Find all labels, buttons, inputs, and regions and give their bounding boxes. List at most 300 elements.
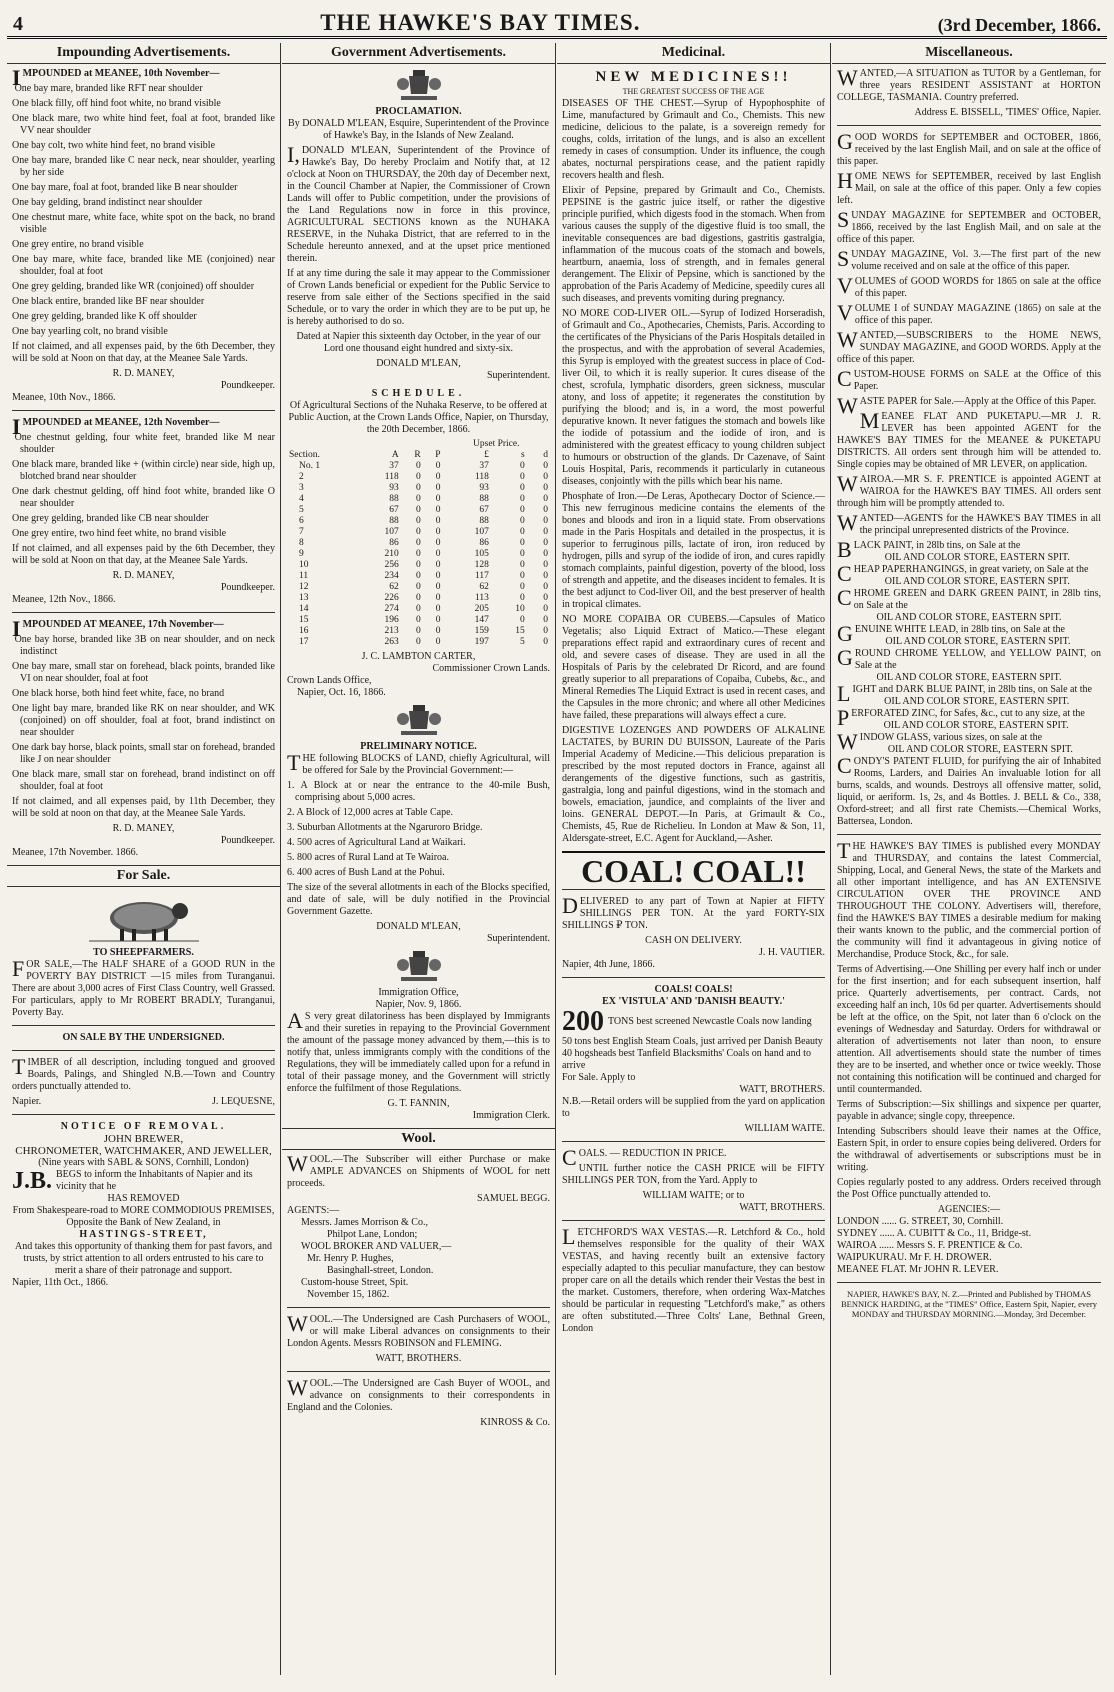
ad-body: WAIROA.—MR S. F. PRENTICE is appointed AGENT at WAIROA for the HAWKE'S BAY TIMES. All orders sent through him will be promptly attended to. bbox=[837, 471, 1101, 509]
divider bbox=[562, 1141, 825, 1142]
ad-line: November 15, 1862. bbox=[307, 1289, 390, 1300]
signature: J. H. VAUTIER. bbox=[758, 947, 825, 958]
ad-heading: SCHEDULE. bbox=[371, 388, 466, 399]
list-item: 4. 500 acres of Agricultural Land at Waikari. bbox=[287, 837, 466, 848]
list-item: WAIROA ...... Messrs S. F. PRENTICE & Co. bbox=[837, 1240, 1023, 1251]
table-row bbox=[287, 560, 550, 571]
ad-store: OIL AND COLOR STORE, EASTERN SPIT. bbox=[883, 720, 1069, 731]
table-cell: 2 bbox=[299, 472, 304, 482]
table-cell: 210 bbox=[384, 549, 399, 559]
ad-date: Napier, 11th Oct., 1866. bbox=[12, 1277, 109, 1288]
signature: DONALD M'LEAN, bbox=[376, 921, 461, 932]
table-header: A bbox=[391, 450, 399, 460]
ad-title: IMPOUNDED AT MEANEE, 17th November— bbox=[12, 616, 224, 641]
divider bbox=[12, 1114, 275, 1115]
ad-heading: PROCLAMATION. bbox=[375, 106, 462, 117]
ad-body: TIMBER of all description, including tongued and grooved Boards, Palings, and Shingled N.B.—Town and Country orders punctually attended to. bbox=[12, 1054, 275, 1092]
table-cell: 105 bbox=[474, 549, 489, 559]
list-item: WAIPUKURAU. Mr F. H. DROWER. bbox=[837, 1252, 992, 1263]
royal-crest-icon bbox=[395, 703, 443, 737]
list-item: One bay gelding, brand indistinct near shoulder bbox=[12, 197, 203, 208]
ad-intro: By DONALD M'LEAN, Esquire, Superintendent of the Province of Hawke's Bay, in the Islands of New Zealand. bbox=[288, 118, 549, 141]
table-cell: 0 bbox=[415, 582, 421, 592]
ad-body: Elixir of Pepsine, prepared by Grimault and Co., Chemists. PEPSINE is the gastric juice itself, or rather the digestive principle purified, which digests food in the stomach. When from various causes the supply of the digestive fluid is too small, the inevitable consequences are bad digestions, gastritis gastralgia, inflammation of the mucous coats of the stomach and bowels, heartburn, anaemia, loss of strength, and in females general derangement. The Elixir of Pepsine, which is sanctioned by the approbation of the Paris Academy of Medicine, speedily cures all such diseases, and prevents vomiting during pregnancy. bbox=[562, 185, 825, 304]
newspaper-page bbox=[7, 6, 1107, 1678]
table-row bbox=[287, 571, 550, 582]
section-heading: Miscellaneous. bbox=[832, 43, 1106, 64]
table-cell: 0 bbox=[415, 626, 421, 636]
ad-body: DISEASES OF THE CHEST.—Syrup of Hypophosphite of Lime, manufactured by Grimault and Co., Chemists. This new medicine, delicious to the palate, is a sovereign remedy for coughs, colds, irritation of the lungs, and is also an excellent remedy in cases of consumption. Under its influence, the cough abates, nocturnal perspirations cease, and the patient rapidly recovers health and flesh. bbox=[562, 98, 825, 181]
table-cell: 107 bbox=[474, 527, 489, 537]
list-item: One bay horse, branded like 3B on near shoulder, and on neck indistinct bbox=[14, 634, 275, 657]
table-cell: 0 bbox=[435, 472, 441, 482]
table-row bbox=[287, 527, 550, 538]
table-cell: 7 bbox=[299, 527, 304, 537]
signature-role: Superintendent. bbox=[486, 933, 550, 944]
list-item: 3. Suburban Allotments at the Ngaruroro Bridge. bbox=[287, 822, 483, 833]
ad-store: OIL AND COLOR STORE, EASTERN SPIT. bbox=[884, 576, 1070, 587]
ad-line: AGENTS:— bbox=[287, 1205, 340, 1216]
list-item: One grey gelding, branded like CB near shoulder bbox=[12, 513, 209, 524]
ad-line: WOOL BROKER AND VALUER,— bbox=[301, 1241, 452, 1252]
list-item: One black mare, small star on forehead, brand indistinct on off shoulder, foal at foot bbox=[12, 769, 275, 792]
table-row bbox=[287, 505, 550, 516]
page-number: 4 bbox=[13, 13, 23, 35]
ad-title: IMPOUNDED at MEANEE, 10th November— bbox=[12, 65, 220, 90]
table-cell: 0 bbox=[435, 626, 441, 636]
ad-place: Napier. bbox=[12, 1096, 42, 1107]
ad-line: For Sale. Apply to bbox=[562, 1072, 636, 1083]
ad-heading: PRELIMINARY NOTICE. bbox=[360, 741, 477, 752]
table-cell: 0 bbox=[435, 604, 441, 614]
table-cell: 0 bbox=[435, 538, 441, 548]
signature: KINROSS & Co. bbox=[480, 1417, 550, 1428]
table-cell: 274 bbox=[384, 604, 399, 614]
ad-headline: COAL! COAL!! bbox=[562, 851, 825, 890]
ad-body: SUNDAY MAGAZINE, Vol. 3.—The first part of the new volume received and on sale at the office of this paper. bbox=[837, 246, 1101, 272]
ad-body: WINDOW GLASS, various sizes, on sale at the bbox=[837, 729, 1043, 754]
signature: WATT, BROTHERS. bbox=[375, 1353, 462, 1364]
table-row bbox=[287, 637, 550, 648]
table-cell: 0 bbox=[543, 604, 548, 614]
table-cell: 0 bbox=[519, 527, 525, 537]
ad-body: NO MORE COD-LIVER OIL.—Syrup of Iodized Horseradish, of Grimault and Co., Apothecaries, Chemists, Paris. According to the certificates of the Physicians of the Paris Hospitals detailed in the prospectus, and with the approbation of several Academies, this Syrup is employed with the greatest success in place of Cod-liver Oil, to which it is really superior. It cures disease of the chest, scrofula, lymphatic disorders, green sickness, muscular atony, and loss of appetite; it regenerates the constitution by purifying the blood; and is, in a word, the most powerful depurative known. It never fatigues the stomach and bowels like the iodide of potassium and the iodide of iron, and is administered with the greatest efficacy to young children subject to humours or obstruction of the glands. Dr Cazenave, of Saint Louis Hospital, Paris, recommends it particularly in cutaneous diseases, conjointly with the pills which bear his name. bbox=[562, 308, 825, 487]
table-cell: 0 bbox=[435, 516, 441, 526]
ad-heading: NEW MEDICINES!! bbox=[595, 69, 792, 85]
ad-line: CASH ON DELIVERY. bbox=[645, 935, 742, 946]
ad-heading: NOTICE OF REMOVAL. bbox=[60, 1121, 227, 1132]
ad-initials: J.B. bbox=[12, 1168, 53, 1194]
table-cell: 0 bbox=[543, 593, 548, 603]
ad-caption: TO SHEEPFARMERS. bbox=[93, 947, 194, 958]
signature-role: Commissioner Crown Lands. bbox=[432, 663, 550, 674]
ad-place: Immigration Office, bbox=[378, 987, 459, 998]
divider bbox=[837, 1282, 1101, 1283]
table-cell: 0 bbox=[519, 461, 525, 471]
table-cell: 0 bbox=[543, 615, 548, 625]
ad-body: HASTINGS-STREET, bbox=[79, 1229, 208, 1240]
signature: R. D. MANEY, bbox=[112, 823, 175, 834]
ad-body: Phosphate of Iron.—De Leras, Apothecary Doctor of Science.—This new ferruginous medicine contains the elements of the bones and bloods and iron in a liquid state. From observations made in the Paris Hospitals and detailed in the prospectus, it is superior to ferruginous pills, lactate of iron, iron reduced by hydrogen, pills and syrup of the iodide of iron, and cures rapidly stomach complaints, painful digestion, poverty of the blood, loss of strength and appetite, and the diseases incident to females. It is the best adjunct to Cod-liver Oil, and the best preserver of health in tropical climates. bbox=[562, 491, 825, 610]
signature: R. D. MANEY, bbox=[112, 570, 175, 581]
table-cell: 107 bbox=[384, 527, 399, 537]
section-heading: Medicinal. bbox=[557, 43, 830, 64]
list-item: One grey entire, two hind feet white, no brand visible bbox=[12, 528, 227, 539]
table-row bbox=[287, 626, 550, 637]
table-row bbox=[287, 516, 550, 527]
newspaper-title: THE HAWKE'S BAY TIMES. bbox=[320, 10, 641, 35]
schedule-body bbox=[287, 461, 550, 648]
ad-body: Copies regularly posted to any address. Orders received through the Post Office punctually attended to. bbox=[837, 1177, 1101, 1200]
section-heading: Government Advertisements. bbox=[282, 43, 555, 64]
ad-dated: Dated at Napier this sixteenth day October, in the year of our Lord one thousand eight hundred and sixty-six. bbox=[296, 331, 541, 354]
table-cell: 62 bbox=[479, 582, 489, 592]
ad-body: HOME NEWS for SEPTEMBER, received by last English Mail, on sale at the office of this paper. Only a few copies left. bbox=[837, 168, 1101, 206]
ad-store: OIL AND COLOR STORE, EASTERN SPIT. bbox=[887, 744, 1073, 755]
table-cell: 0 bbox=[519, 571, 525, 581]
table-cell: 197 bbox=[474, 637, 489, 647]
list-item: One bay mare, foal at foot, branded like B near shoulder bbox=[12, 182, 238, 193]
ad-body: GROUND CHROME YELLOW, and YELLOW PAINT, on Sale at the bbox=[837, 645, 1101, 671]
table-cell: 0 bbox=[543, 549, 548, 559]
table-cell: 0 bbox=[415, 604, 421, 614]
list-item: 2. A Block of 12,000 acres at Table Cape. bbox=[287, 807, 454, 818]
table-cell: 0 bbox=[543, 483, 548, 493]
ad-store: OIL AND COLOR STORE, EASTERN SPIT. bbox=[876, 612, 1062, 623]
table-cell: 0 bbox=[415, 494, 421, 504]
table-cell: 14 bbox=[299, 604, 309, 614]
table-row bbox=[287, 582, 550, 593]
table-cell: 17 bbox=[299, 637, 309, 647]
table-cell: 15 bbox=[299, 615, 309, 625]
list-item: LONDON ...... G. STREET, 30, Cornhill. bbox=[837, 1216, 1004, 1227]
ad-date: Meanee, 10th Nov., 1866. bbox=[12, 392, 116, 403]
ad-line: Mr. Henry P. Hughes, bbox=[307, 1253, 394, 1264]
table-cell: 0 bbox=[415, 527, 421, 537]
ad-store: OIL AND COLOR STORE, EASTERN SPIT. bbox=[876, 672, 1062, 683]
table-header: d bbox=[543, 450, 548, 460]
ad-body: Terms of Subscription:—Six shillings and sixpence per quarter, payable in advance; single copy, threepence. bbox=[837, 1099, 1101, 1122]
table-cell: 0 bbox=[519, 505, 525, 515]
divider bbox=[562, 1220, 825, 1221]
ad-body: WANTED,—SUBSCRIBERS to the HOME NEWS, SUNDAY MAGAZINE, and GOOD WORDS. Apply at the office of this paper. bbox=[837, 327, 1101, 365]
ad-body: LIGHT and DARK BLUE PAINT, in 28lb tins, on Sale at the bbox=[837, 681, 1092, 706]
table-cell: 205 bbox=[474, 604, 489, 614]
table-cell: 86 bbox=[389, 538, 399, 548]
column-medicinal bbox=[557, 43, 831, 1675]
table-cell: 0 bbox=[519, 538, 525, 548]
list-item: 5. 800 acres of Rural Land at Te Wairoa. bbox=[287, 852, 449, 863]
ad-heading: COALS. — REDUCTION IN PRICE. bbox=[562, 1145, 727, 1170]
ad-intro: Of Agricultural Sections of the Nuhaka Reserve, to be offered at Public Auction, at the Crown Lands Office, Napier, on Thursday, the 20th December, 1866. bbox=[288, 400, 549, 435]
divider bbox=[837, 834, 1101, 835]
table-cell: 0 bbox=[415, 637, 421, 647]
ad-body: CHROME GREEN and DARK GREEN PAINT, in 28lb tins, on Sale at the bbox=[837, 585, 1101, 611]
signature: G. T. FANNIN, bbox=[387, 1098, 450, 1109]
table-cell: 118 bbox=[384, 472, 399, 482]
table-cell: 0 bbox=[519, 615, 525, 625]
table-cell: 13 bbox=[299, 593, 309, 603]
table-cell: 0 bbox=[435, 582, 441, 592]
table-row bbox=[287, 461, 550, 472]
table-cell: 9 bbox=[299, 549, 304, 559]
table-row bbox=[287, 593, 550, 604]
table-header: P bbox=[435, 450, 441, 460]
table-cell: 226 bbox=[384, 593, 399, 603]
table-cell: 0 bbox=[415, 593, 421, 603]
royal-crest-icon bbox=[395, 949, 443, 983]
ad-body: WASTE PAPER for Sale.—Apply at the Office of this Paper. bbox=[837, 393, 1097, 418]
ad-date: Napier, 4th June, 1866. bbox=[562, 959, 655, 970]
signature: WATT, BROTHERS. bbox=[739, 1084, 825, 1095]
table-cell: 0 bbox=[543, 560, 548, 570]
table-cell: 0 bbox=[519, 593, 525, 603]
list-item: One grey gelding, branded like WR (conjoined) off shoulder bbox=[12, 281, 255, 292]
signature: R. D. MANEY, bbox=[112, 368, 175, 379]
ad-store: OIL AND COLOR STORE, EASTERN SPIT. bbox=[885, 636, 1071, 647]
table-cell: 0 bbox=[415, 571, 421, 581]
ad-date: Napier, Oct. 16, 1866. bbox=[297, 687, 386, 698]
ad-title: IMPOUNDED at MEANEE, 12th November— bbox=[12, 414, 220, 439]
ad-line: 50 tons best English Steam Coals, just arrived per Danish Beauty bbox=[562, 1036, 823, 1047]
table-row bbox=[287, 538, 550, 549]
ad-body: WOOL.—The Undersigned are Cash Buyer of WOOL, and advance on consignments to their correspondents in England and the Colonies. bbox=[287, 1375, 550, 1413]
table-cell: 0 bbox=[415, 560, 421, 570]
table-cell: 117 bbox=[475, 571, 489, 581]
table-cell: 0 bbox=[519, 516, 525, 526]
ad-body: Opposite the Bank of New Zealand, in bbox=[66, 1217, 221, 1228]
list-item: One grey gelding, branded like K off shoulder bbox=[12, 311, 197, 322]
table-cell: 0 bbox=[415, 615, 421, 625]
table-cell: 6 bbox=[299, 516, 304, 526]
table-header: s bbox=[521, 450, 525, 460]
ad-footer: If not claimed, and all expenses paid, by the 6th December, they will be sold at Noon on that day, at the Meanee Sale Yards. bbox=[12, 341, 275, 364]
table-cell: 0 bbox=[543, 582, 548, 592]
table-cell: 0 bbox=[543, 472, 548, 482]
table-cell: 88 bbox=[389, 494, 399, 504]
divider bbox=[562, 977, 825, 978]
ad-body: WOOL.—The Undersigned are Cash Purchasers of WOOL, or will make Liberal advances on consignments to their London Agents. Messrs ROBINSON and FLEMING. bbox=[287, 1311, 550, 1349]
table-cell: 16 bbox=[299, 626, 309, 636]
table-cell: 88 bbox=[479, 494, 489, 504]
ad-name: JOHN BREWER, bbox=[103, 1133, 184, 1145]
ad-footer: If not claimed, and all expenses paid, by 11th December, they will be sold at noon on that day, at the Meanee Sale Yards. bbox=[12, 796, 275, 819]
ad-body: NO MORE COPAIBA OR CUBEBS.—Capsules of Matico Vegetalis; also Liquid Extract of Matico.—These elegant preparations effect rapid and extraordinary cures of recent and old, and severe cases of disease. They are used in all the Hospitals of Paris by the celebrated Dr Ricord, and are found greatly superior to all preparations of Copaiba, Cubebs, &c., and Mineral Remedies The Liquid Extract is used in recent cases, and the Capsules in the more chronic; and where all other Medicines have failed, these preparations will always effect a cure. bbox=[562, 614, 825, 721]
ad-trade: CHRONOMETER, WATCHMAKER, AND JEWELLER, bbox=[15, 1145, 272, 1157]
divider bbox=[287, 1307, 550, 1308]
table-cell: 3 bbox=[299, 483, 304, 493]
ad-date: Napier, Nov. 9, 1866. bbox=[375, 999, 462, 1010]
signature: WILLIAM WAITE. bbox=[744, 1123, 825, 1134]
ad-address: Address E. BISSELL, 'TIMES' Office, Napier. bbox=[914, 107, 1101, 118]
ad-line: Custom-house Street, Spit. bbox=[301, 1277, 409, 1288]
ad-line: Basinghall-street, London. bbox=[327, 1265, 434, 1276]
table-cell: 5 bbox=[519, 637, 525, 647]
ad-body: CONDY'S PATENT FLUID, for purifying the air of Inhabited Rooms, Larders, and Dairies An invaluable lotion for all burns, scalds, and wounds. Destroys all offensive matter, solid, liquid, or aeriform. 1s, 2s, and 4s Bottles. J. BELL & Co., 338, Oxford-street; and all first rate Chemists.—Chemical Works, Battersea, London. bbox=[837, 753, 1101, 827]
table-cell: 0 bbox=[415, 538, 421, 548]
list-item: One dark chestnut gelding, off hind foot white, branded like O near shoulder bbox=[12, 486, 275, 509]
ad-body: VOLUME I of SUNDAY MAGAZINE (1865) on sale at the office of this paper. bbox=[837, 300, 1101, 326]
signature-role: Immigration Clerk. bbox=[472, 1110, 550, 1121]
table-row bbox=[287, 615, 550, 626]
ad-body: WANTED,—A SITUATION as TUTOR by a Gentleman, for three years RESIDENT ASSISTANT at HORTON COLLEGE, TASMANIA. Country preferred. bbox=[837, 65, 1101, 103]
table-cell: 0 bbox=[435, 637, 441, 647]
table-cell: 67 bbox=[479, 505, 489, 515]
ad-note: (Nine years with SABL & SONS, Cornhill, London) bbox=[38, 1157, 249, 1168]
ad-heading: ON SALE BY THE UNDERSIGNED. bbox=[62, 1032, 225, 1043]
table-cell: 0 bbox=[519, 549, 525, 559]
ad-line: 40 hogsheads best Tanfield Blacksmiths' Coals on hand and to arrive bbox=[562, 1048, 811, 1071]
table-row bbox=[287, 483, 550, 494]
divider bbox=[12, 410, 275, 411]
table-cell: 12 bbox=[299, 582, 309, 592]
table-cell: 0 bbox=[519, 560, 525, 570]
ad-body: AS very great dilatoriness has been displayed by Immigrants and their sureties in repaying to the Provincial Government the amount of the passage money advanced by them,—this is to notify that, unless immigrants comply with the conditions of the Regulations, they will be immediately called upon for a refund in total of their passage money, and the Government will strictly enforce the fulfilment of those Regulations. bbox=[287, 1008, 550, 1094]
ad-body: N.B.—Retail orders will be supplied from the yard on application to bbox=[562, 1096, 825, 1119]
ad-body: Intending Subscribers should leave their names at the Office, Eastern Spit, in order to ensure copies being delivered. Orders for the withdrawal of advertisements or subscriptions must be in writing. bbox=[837, 1126, 1101, 1173]
ad-body: GOOD WORDS for SEPTEMBER and OCTOBER, 1866, received by the last English Mail, and on sale at the office of this paper. bbox=[837, 129, 1101, 167]
table-header: £ bbox=[484, 450, 489, 460]
ad-number: 200 bbox=[562, 1006, 604, 1037]
ad-line: Philpot Lane, London; bbox=[327, 1229, 418, 1240]
table-cell: 0 bbox=[543, 538, 548, 548]
ad-body: SUNDAY MAGAZINE for SEPTEMBER and OCTOBER, 1866, received by the last English Mail, and on sale at the office of this paper. bbox=[837, 207, 1101, 245]
table-row bbox=[287, 604, 550, 615]
ad-body: If at any time during the sale it may appear to the Commissioner of Crown Lands beneficial or expedient for the Public Service to reserve from sale either of the Sections specified in the said Schedule, or to vary the order in which they are to be put up, he is hereby authorised to do so. bbox=[287, 268, 550, 327]
table-cell: 0 bbox=[543, 505, 548, 515]
table-cell: 256 bbox=[384, 560, 399, 570]
table-cell: No. 1 bbox=[299, 461, 321, 471]
ad-body: UNTIL further notice the CASH PRICE will be FIFTY SHILLINGS PER TON, from the Yard. Apply to bbox=[562, 1163, 825, 1186]
table-cell: 8 bbox=[299, 538, 304, 548]
table-row bbox=[287, 549, 550, 560]
ad-date: Meanee, 17th November. 1866. bbox=[12, 847, 139, 858]
ad-body: CUSTOM-HOUSE FORMS on SALE at the Office of this Paper. bbox=[837, 366, 1101, 392]
ad-body: MEANEE FLAT AND PUKETAPU.—MR J. R. LEVER has been appointed AGENT for the HAWKE'S BAY TIMES for the MEANEE & PUKETAPU DISTRICTS. All orders sent through him will be attended to. Single copies may be obtained of MR LEVER, on application. bbox=[837, 408, 1101, 470]
table-cell: 0 bbox=[435, 593, 441, 603]
table-cell: 0 bbox=[543, 637, 548, 647]
divider bbox=[12, 612, 275, 613]
divider bbox=[12, 1050, 275, 1051]
table-cell: 0 bbox=[543, 626, 548, 636]
masthead bbox=[7, 6, 1107, 39]
list-item: SYDNEY ...... A. CUBITT & Co., 11, Bridge-st. bbox=[837, 1228, 1032, 1239]
table-row bbox=[287, 472, 550, 483]
list-item: One black horse, both hind feet white, face, no brand bbox=[12, 688, 225, 699]
table-cell: 0 bbox=[543, 571, 548, 581]
table-cell: 11 bbox=[299, 571, 309, 581]
table-cell: 0 bbox=[435, 615, 441, 625]
ad-body: LETCHFORD'S WAX VESTAS.—R. Letchford & Co., hold themselves responsible for the quality of their WAX VESTAS, and having recently built an extensive factory especially adapted to this peculiar manufacture, they can bestow proper care on all the details which render their Vestas the best in the market. Customers, therefore, when ordering Wax-Matches should be particular in requesting "Letchford's make," as others are often substituted.—Three Colts' Lane, Bethnal Green, London bbox=[562, 1224, 825, 1334]
table-cell: 263 bbox=[384, 637, 399, 647]
ad-body: VOLUMES of GOOD WORDS for 1865 on sale at the office of this paper. bbox=[837, 273, 1101, 299]
list-item: One bay yearling colt, no brand visible bbox=[12, 326, 168, 337]
ad-body: CHEAP PAPERHANGINGS, in great variety, on Sale at the bbox=[837, 561, 1089, 586]
table-cell: 0 bbox=[415, 505, 421, 515]
table-cell: 147 bbox=[474, 615, 489, 625]
table-cell: 62 bbox=[389, 582, 399, 592]
table-cell: 0 bbox=[435, 505, 441, 515]
table-cell: 0 bbox=[435, 494, 441, 504]
table-cell: 159 bbox=[474, 626, 489, 636]
list-item: One bay mare, white face, branded like ME (conjoined) near shoulder, foal at foot bbox=[12, 254, 275, 277]
table-cell: 5 bbox=[299, 505, 304, 515]
table-header: R bbox=[414, 450, 421, 460]
table-cell: 0 bbox=[543, 516, 548, 526]
table-cell: 10 bbox=[515, 604, 525, 614]
table-cell: 0 bbox=[415, 549, 421, 559]
table-cell: 0 bbox=[543, 494, 548, 504]
table-cell: 37 bbox=[479, 461, 489, 471]
table-cell: 86 bbox=[479, 538, 489, 548]
divider bbox=[837, 125, 1101, 126]
ad-body: GENUINE WHITE LEAD, in 28lb tins, on Sale at the bbox=[837, 621, 1065, 646]
table-header: Upset Price. bbox=[473, 439, 520, 449]
ad-body: THE HAWKE'S BAY TIMES is published every MONDAY and THURSDAY, and contains the latest Commercial, Shipping, Local, and General News, the state of the Markets and all other important intelligence, and has AN EXTENSIVE CIRCULATION OVER THE PROVINCE AND THROUGHOUT THE COLONY. Advertisers will, therefore, find the HAWKE'S BAY TIMES a desirable medium for making their wants known to the public, and the commercial portion of the community will find it advantageous in giving notice of Merchandise, Produce Stock, &c., for sale. bbox=[837, 838, 1101, 960]
signature: WILLIAM WAITE; or to bbox=[642, 1190, 745, 1201]
table-header: Section. bbox=[289, 450, 320, 460]
signature-role: Poundkeeper. bbox=[220, 835, 275, 846]
table-cell: 0 bbox=[415, 472, 421, 482]
list-item: One grey entire, no brand visible bbox=[12, 239, 144, 250]
ad-line: Messrs. James Morrison & Co., bbox=[301, 1217, 428, 1228]
ad-store: OIL AND COLOR STORE, EASTERN SPIT. bbox=[884, 552, 1070, 563]
table-cell: 0 bbox=[519, 494, 525, 504]
ad-body: THE following BLOCKS of LAND, chiefly Agricultural, will be offered for Sale by the Provincial Government:— bbox=[287, 750, 550, 776]
divider bbox=[12, 1025, 275, 1026]
list-item: One bay colt, two white hind feet, no brand visible bbox=[12, 140, 216, 151]
table-cell: 67 bbox=[389, 505, 399, 515]
table-cell: 93 bbox=[389, 483, 399, 493]
table-cell: 234 bbox=[384, 571, 399, 581]
list-item: 6. 400 acres of Bush Land at the Pohui. bbox=[287, 867, 445, 878]
table-row bbox=[287, 494, 550, 505]
table-cell: 93 bbox=[479, 483, 489, 493]
list-item: One black entire, branded like BF near shoulder bbox=[12, 296, 205, 307]
column-government bbox=[282, 43, 556, 1675]
table-cell: 10 bbox=[299, 560, 309, 570]
signature: DONALD M'LEAN, bbox=[376, 358, 461, 369]
ad-body: FOR SALE,—The HALF SHARE of a GOOD RUN in the POVERTY BAY DISTRICT —15 miles from Turanganui. There are about 3,000 acres of First Class Country, well Grassed. For particulars, apply to Mr ROBERT BRADLY, Turanganui, Poverty Bay. bbox=[12, 956, 275, 1018]
list-item: One dark bay horse, black points, small star on forehead, branded like J on near shoulder bbox=[12, 742, 275, 765]
section-heading: Impounding Advertisements. bbox=[7, 43, 280, 64]
ad-body: The size of the several allotments in each of the Blocks specified, and date of sale, will be duly notified in the Provincial Government Gazette. bbox=[287, 882, 550, 917]
ad-body: WANTED—AGENTS for the HAWKE'S BAY TIMES in all the principal unrepresented districts of the Province. bbox=[837, 510, 1101, 536]
signature-role: Poundkeeper. bbox=[220, 380, 275, 391]
royal-crest-icon bbox=[395, 68, 443, 102]
table-cell: 0 bbox=[435, 483, 441, 493]
list-item: 1. A Block at or near the entrance to the 40-mile Bush, comprising about 5,000 acres. bbox=[287, 780, 550, 803]
table-cell: 0 bbox=[543, 461, 548, 471]
column-impounding bbox=[7, 43, 281, 1675]
table-cell: 88 bbox=[389, 516, 399, 526]
ad-subheading: EX 'VISTULA' AND 'DANISH BEAUTY.' bbox=[602, 996, 785, 1007]
list-item: One bay mare, branded like RFT near shoulder bbox=[14, 83, 203, 94]
ad-body: And takes this opportunity of thanking them for past favors, and trusts, by strict attention to all orders entrusted to his care to merit a share of their patronage and support. bbox=[15, 1241, 272, 1276]
table-cell: 128 bbox=[474, 560, 489, 570]
table-cell: 0 bbox=[435, 571, 441, 581]
table-cell: 118 bbox=[475, 472, 489, 482]
table-cell: 37 bbox=[389, 461, 399, 471]
issue-date: (3rd December, 1866. bbox=[937, 15, 1101, 35]
table-cell: 0 bbox=[415, 483, 421, 493]
signature: J. C. LAMBTON CARTER, bbox=[361, 651, 476, 662]
table-cell: 0 bbox=[519, 582, 525, 592]
ad-body: WOOL.—The Subscriber will either Purchase or make AMPLE ADVANCES on Shipments of WOOL for nett proceeds. bbox=[287, 1151, 550, 1189]
signature: WATT, BROTHERS. bbox=[739, 1202, 825, 1213]
ad-heading: COALS! COALS! bbox=[654, 984, 733, 995]
table-cell: 0 bbox=[519, 472, 525, 482]
